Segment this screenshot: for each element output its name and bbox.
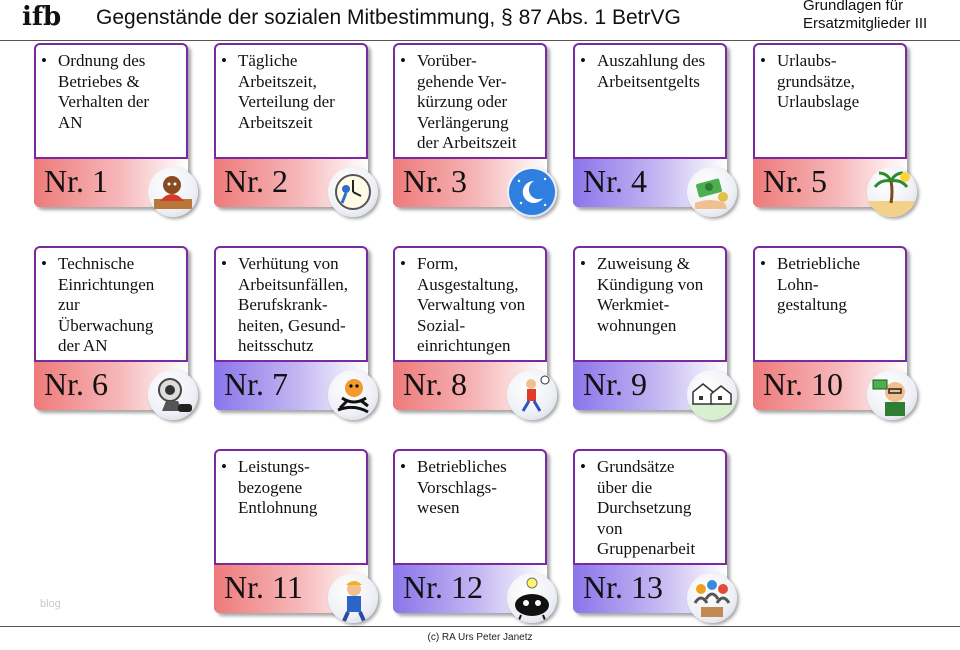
card-text <box>221 51 367 133</box>
falling-person-icon <box>328 370 378 420</box>
paragraph-number: Nr. 13 <box>583 569 663 605</box>
card-description: Betriebliche Lohn- gestaltung <box>777 254 861 314</box>
paragraph-number: Nr. 2 <box>224 163 288 199</box>
bullet-point: • <box>221 254 227 273</box>
paragraph-number: Nr. 5 <box>763 163 827 199</box>
worker-icon <box>328 573 378 623</box>
card-text <box>221 457 367 519</box>
bullet-point: • <box>400 457 406 476</box>
bullet-point: • <box>580 51 586 70</box>
bullet-point: • <box>400 51 406 70</box>
card-nr-3 <box>393 43 547 207</box>
card-text <box>221 254 367 357</box>
card-description: Auszahlung des Arbeitsentgelts <box>597 51 706 91</box>
card-text <box>760 51 906 113</box>
card-text <box>760 254 906 316</box>
bullet-point: • <box>400 254 406 273</box>
bullet-point: • <box>760 254 766 273</box>
card-nr-13 <box>573 449 727 613</box>
card-nr-12 <box>393 449 547 613</box>
card-nr-2 <box>214 43 368 207</box>
person-at-desk-icon <box>148 167 198 217</box>
page-title: Gegenstände der sozialen Mitbestimmung, § 87 Abs. 1 BetrVG <box>96 6 681 29</box>
card-nr-5 <box>753 43 907 207</box>
footer-divider <box>0 626 960 627</box>
clock-icon <box>328 167 378 217</box>
copyright-footer: (c) RA Urs Peter Janetz <box>427 632 533 643</box>
houses-icon <box>687 370 737 420</box>
card-text <box>41 254 187 357</box>
card-nr-9 <box>573 246 727 410</box>
card-description: Betriebliches Vorschlags- wesen <box>417 457 507 517</box>
card-text <box>580 254 726 336</box>
card-description: Vorüber- gehende Ver- kürzung oder Verlängerung der Arbeitszeit <box>417 51 517 152</box>
bullet-point: • <box>41 254 47 273</box>
idea-pot-icon <box>507 573 557 623</box>
card-description: Grundsätze über die Durchsetzung von Gruppenarbeit <box>597 457 696 558</box>
paragraph-number: Nr. 8 <box>403 366 467 402</box>
card-nr-6 <box>34 246 188 410</box>
paragraph-number: Nr. 6 <box>44 366 108 402</box>
paragraph-number: Nr. 4 <box>583 163 647 199</box>
card-description: Form, Ausgestaltung, Verwaltung von Sozial- einrichtungen <box>417 254 526 355</box>
card-nr-1 <box>34 43 188 207</box>
paragraph-number: Nr. 11 <box>224 569 303 605</box>
money-hand-icon <box>687 167 737 217</box>
bullet-point: • <box>221 51 227 70</box>
bullet-point: • <box>41 51 47 70</box>
person-with-money-icon <box>867 370 917 420</box>
card-description: Leistungs- bezogene Entlohnung <box>238 457 318 517</box>
header-divider <box>0 40 960 41</box>
bullet-point: • <box>580 457 586 476</box>
card-description: Zuweisung & Kündigung von Werkmiet- wohnungen <box>597 254 704 335</box>
webcam-icon <box>148 370 198 420</box>
bullet-point: • <box>580 254 586 273</box>
card-nr-4 <box>573 43 727 207</box>
card-description: Ordnung des Betriebes & Verhalten der AN <box>58 51 150 132</box>
card-description: Technische Einrichtungen zur Überwachung der AN <box>58 254 155 355</box>
course-title: Grundlagen für Ersatzmitglieder III <box>803 0 928 32</box>
paragraph-number: Nr. 9 <box>583 366 647 402</box>
ball-player-icon <box>507 370 557 420</box>
card-text <box>580 457 726 560</box>
card-nr-11 <box>214 449 368 613</box>
card-text <box>400 457 546 519</box>
card-text <box>400 254 546 357</box>
card-nr-7 <box>214 246 368 410</box>
card-description: Tägliche Arbeitszeit, Verteilung der Arbeitszeit <box>238 51 335 132</box>
bullet-point: • <box>760 51 766 70</box>
moon-icon <box>507 167 557 217</box>
card-nr-10 <box>753 246 907 410</box>
card-text <box>400 51 546 154</box>
watermark: blog <box>40 598 61 610</box>
slide-header <box>0 0 960 42</box>
paragraph-number: Nr. 7 <box>224 366 288 402</box>
team-icon <box>687 573 737 623</box>
paragraph-number: Nr. 3 <box>403 163 467 199</box>
paragraph-number: Nr. 1 <box>44 163 108 199</box>
card-description: Urlaubs- grundsätze, Urlaubslage <box>777 51 860 111</box>
ifb-logo: ifb <box>22 2 62 32</box>
card-nr-8 <box>393 246 547 410</box>
card-text <box>41 51 187 133</box>
paragraph-number: Nr. 10 <box>763 366 843 402</box>
paragraph-number: Nr. 12 <box>403 569 483 605</box>
palm-beach-icon <box>867 167 917 217</box>
bullet-point: • <box>221 457 227 476</box>
card-description: Verhütung von Arbeitsunfällen, Berufskrank- heiten, Gesund- heitsschutz <box>238 254 348 355</box>
card-text <box>580 51 726 92</box>
